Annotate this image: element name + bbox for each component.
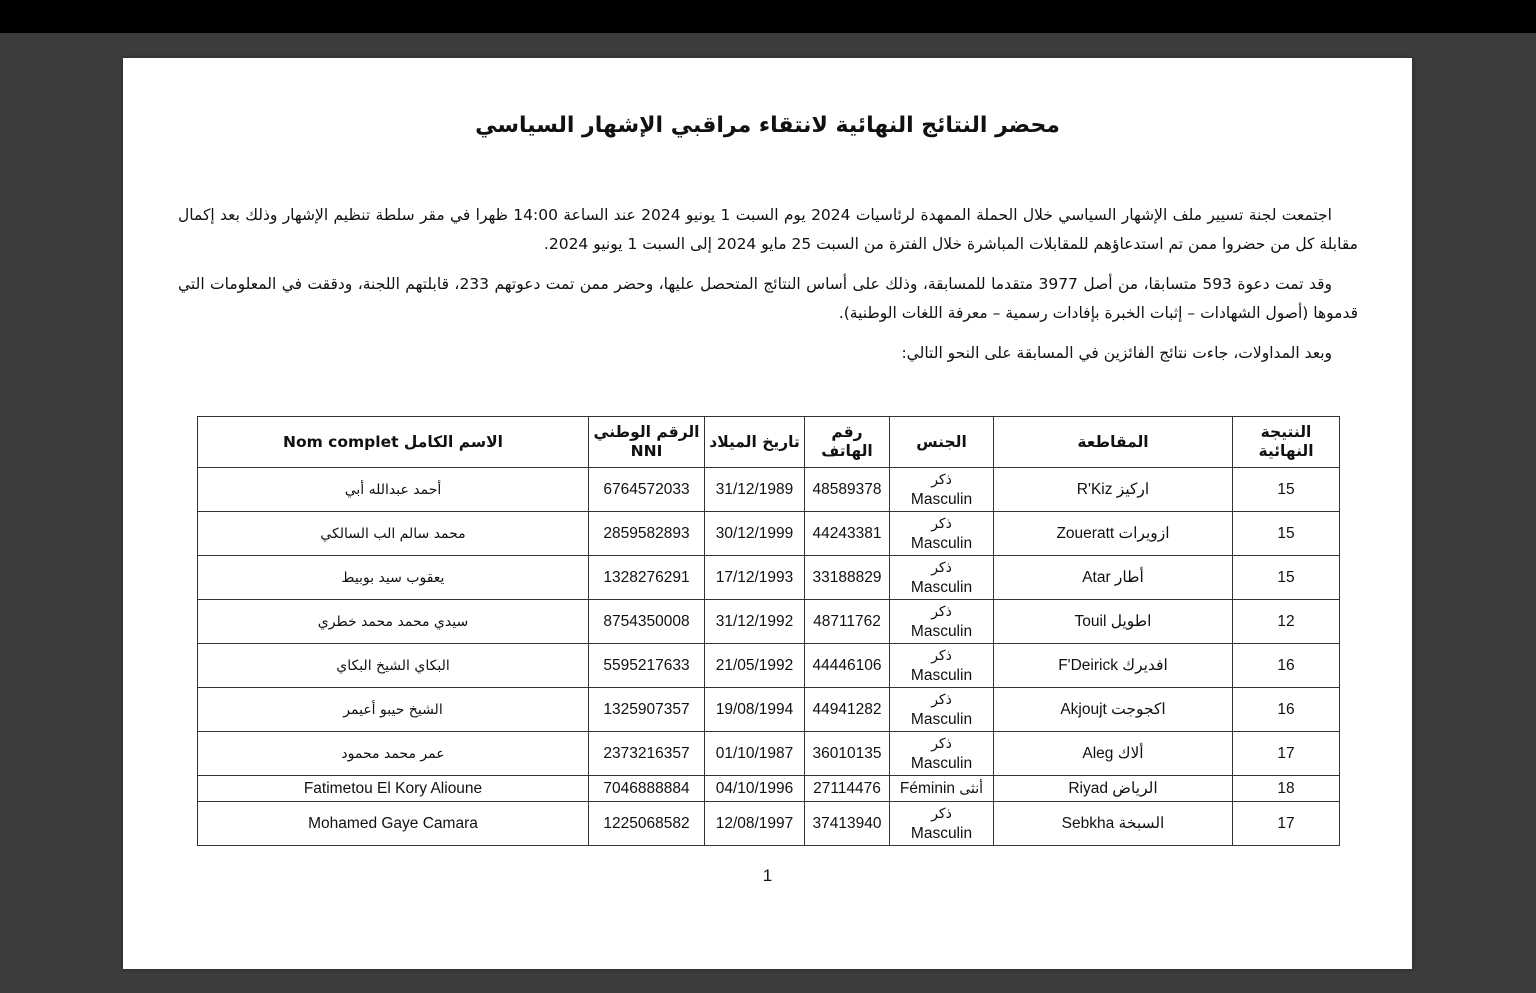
cell-nni: 1325907357	[589, 688, 705, 732]
cell-birthdate: 12/08/1997	[705, 802, 805, 846]
results-table	[197, 416, 1340, 846]
cell-district: ازويرات Zoueratt	[994, 512, 1233, 556]
cell-phone: 48589378	[805, 468, 890, 512]
table-row	[198, 644, 1340, 688]
gender-ar: ذكر	[931, 647, 952, 664]
gender-ar: ذكر	[931, 471, 952, 488]
gender-fr: Masculin	[910, 534, 973, 552]
cell-name: يعقوب سيد بوبيط	[198, 556, 589, 600]
cell-nni: 2859582893	[589, 512, 705, 556]
gender-fr: Masculin	[910, 666, 973, 684]
cell-name: سيدي محمد محمد خطري	[198, 600, 589, 644]
cell-nni: 6764572033	[589, 468, 705, 512]
gender-ar: ذكر	[931, 515, 952, 532]
gender-ar: ذكر	[931, 691, 952, 708]
cell-gender	[890, 688, 994, 732]
cell-name: عمر محمد محمود	[198, 732, 589, 776]
gender-fr: Masculin	[910, 622, 973, 640]
cell-phone: 33188829	[805, 556, 890, 600]
cell-nni: 2373216357	[589, 732, 705, 776]
cell-nni: 5595217633	[589, 644, 705, 688]
cell-district: الرياض Riyad	[994, 776, 1233, 802]
cell-phone: 44446106	[805, 644, 890, 688]
header-name: الاسم الكامل Nom complet	[198, 417, 589, 468]
gender-ar: ذكر	[931, 603, 952, 620]
cell-district: افديرك F'Deirick	[994, 644, 1233, 688]
cell-district: اركيز R'Kiz	[994, 468, 1233, 512]
gender-fr: Masculin	[910, 824, 973, 842]
cell-birthdate: 17/12/1993	[705, 556, 805, 600]
cell-gender	[890, 600, 994, 644]
cell-result: 16	[1233, 644, 1340, 688]
paragraph-meeting-text: اجتمعت لجنة تسيير ملف الإشهار السياسي خلال الحملة الممهدة لرئاسيات 2024 يوم السبت 1 يونيو 2024 عند الساعة 14:00 ظهرا في مقر سلطة تنظيم الإشهار وذلك بعد إكمال مقابلة كل من حضروا ممن تم استدعاؤهم للمقابلات المباشرة خلال الفترة من السبت 25 مايو 2024 إلى السبت 1 يونيو 2024.	[178, 206, 1358, 253]
cell-gender	[890, 644, 994, 688]
cell-nni: 8754350008	[589, 600, 705, 644]
cell-name: محمد سالم الب السالكي	[198, 512, 589, 556]
cell-phone: 44243381	[805, 512, 890, 556]
cell-birthdate: 01/10/1987	[705, 732, 805, 776]
header-nni: الرقم الوطني NNI	[589, 417, 705, 468]
cell-result: 17	[1233, 802, 1340, 846]
cell-gender	[890, 512, 994, 556]
cell-district: اطويل Touil	[994, 600, 1233, 644]
cell-nni: 7046888884	[589, 776, 705, 802]
paragraph-results-intro	[178, 339, 1358, 368]
cell-result: 18	[1233, 776, 1340, 802]
table-header-row	[198, 417, 1340, 468]
cell-gender	[890, 468, 994, 512]
cell-name: Fatimetou El Kory Alioune	[198, 776, 589, 802]
cell-phone: 48711762	[805, 600, 890, 644]
cell-district: اكجوجت Akjoujt	[994, 688, 1233, 732]
cell-birthdate: 19/08/1994	[705, 688, 805, 732]
gender-fr: Masculin	[910, 710, 973, 728]
gender-fr: Masculin	[910, 578, 973, 596]
gender-ar: أنثى	[959, 780, 984, 797]
cell-birthdate: 21/05/1992	[705, 644, 805, 688]
cell-gender	[890, 732, 994, 776]
cell-result: 15	[1233, 468, 1340, 512]
table-row	[198, 776, 1340, 802]
header-result: النتيجة النهائية	[1233, 417, 1340, 468]
paragraph-results-intro-text: وبعد المداولات، جاءت نتائج الفائزين في المسابقة على النحو التالي:	[901, 344, 1332, 362]
gender-ar: ذكر	[931, 735, 952, 752]
cell-name: الشيخ حيبو أعيمر	[198, 688, 589, 732]
cell-gender	[890, 556, 994, 600]
gender-ar: ذكر	[931, 559, 952, 576]
cell-result: 15	[1233, 556, 1340, 600]
cell-birthdate: 30/12/1999	[705, 512, 805, 556]
header-phone: رقم الهاتف	[805, 417, 890, 468]
cell-result: 16	[1233, 688, 1340, 732]
gender-fr: Masculin	[910, 490, 973, 508]
cell-result: 17	[1233, 732, 1340, 776]
gender-fr: Féminin	[899, 779, 956, 797]
header-district: المقاطعة	[994, 417, 1233, 468]
table-row	[198, 802, 1340, 846]
cell-result: 15	[1233, 512, 1340, 556]
document-title: محضر النتائج النهائية لانتقاء مراقبي الإشهار السياسي	[475, 113, 1060, 138]
cell-name: Mohamed Gaye Camara	[198, 802, 589, 846]
cell-name: أحمد عبدالله أبي	[198, 468, 589, 512]
cell-gender	[890, 802, 994, 846]
cell-district: أطار Atar	[994, 556, 1233, 600]
cell-phone: 44941282	[805, 688, 890, 732]
cell-phone: 37413940	[805, 802, 890, 846]
table-row	[198, 512, 1340, 556]
gender-fr: Masculin	[910, 754, 973, 772]
paragraph-invitations-text: وقد تمت دعوة 593 متسابقا، من أصل 3977 متقدما للمسابقة، وذلك على أساس النتائج المتحصل عليها، وحضر ممن تمت دعوتهم 233، قابلتهم اللجنة، ودققت في المعلومات التي قدموها (أصول الشهادات – إثبات الخبرة بإفادات رسمية – معرفة اللغات الوطنية).	[178, 275, 1358, 322]
header-gender: الجنس	[890, 417, 994, 468]
cell-birthdate: 04/10/1996	[705, 776, 805, 802]
table-row	[198, 732, 1340, 776]
viewer-top-bar	[0, 0, 1536, 33]
gender-ar: ذكر	[931, 805, 952, 822]
cell-name: البكاي الشيخ البكاي	[198, 644, 589, 688]
table-row	[198, 600, 1340, 644]
document-page	[123, 58, 1412, 969]
page-number: 1	[762, 866, 773, 885]
cell-result: 12	[1233, 600, 1340, 644]
cell-district: ألاك Aleg	[994, 732, 1233, 776]
paragraph-invitations	[178, 270, 1358, 328]
cell-nni: 1225068582	[589, 802, 705, 846]
header-birthdate: تاريخ الميلاد	[705, 417, 805, 468]
cell-birthdate: 31/12/1992	[705, 600, 805, 644]
table-row	[198, 468, 1340, 512]
cell-birthdate: 31/12/1989	[705, 468, 805, 512]
cell-district: السبخة Sebkha	[994, 802, 1233, 846]
paragraph-meeting	[178, 201, 1358, 259]
table-row	[198, 688, 1340, 732]
cell-nni: 1328276291	[589, 556, 705, 600]
table-row	[198, 556, 1340, 600]
cell-gender	[890, 776, 994, 802]
cell-phone: 27114476	[805, 776, 890, 802]
cell-phone: 36010135	[805, 732, 890, 776]
